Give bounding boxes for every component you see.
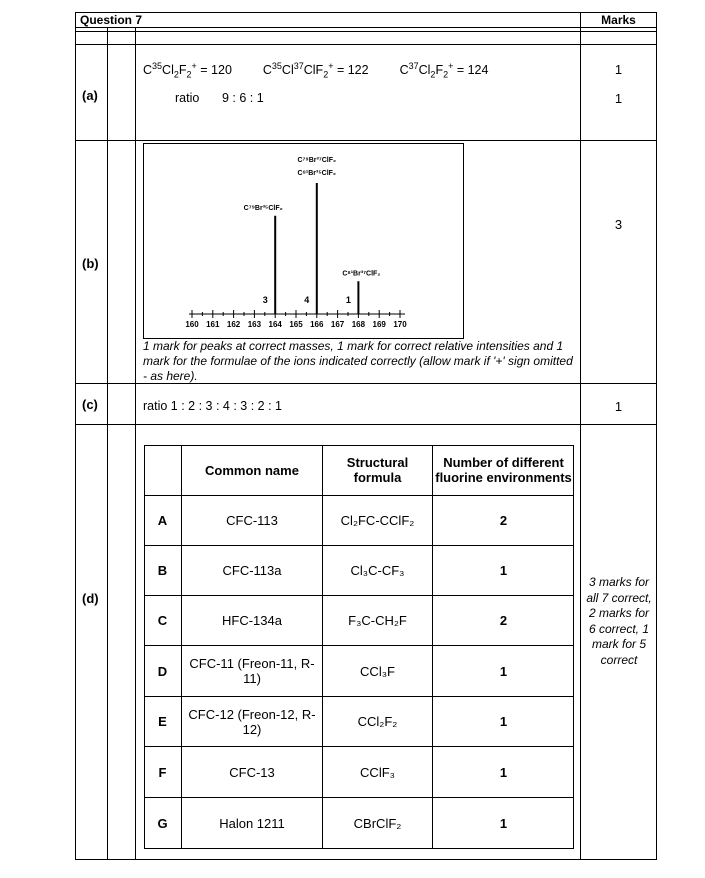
border (135, 27, 136, 860)
row-letter: E (158, 714, 167, 729)
x-tick-label: 160 (185, 320, 199, 329)
peak-ion-label: C⁸¹Br³⁵ClF₂ (297, 170, 337, 177)
row-letter: F (158, 764, 167, 780)
border (75, 27, 657, 28)
row-common-name: CFC-11 (Freon-11, R-11) (189, 656, 315, 686)
part-d-label: (d) (82, 591, 99, 606)
row-env-count: 1 (499, 563, 508, 578)
marks-header: Marks (601, 13, 636, 27)
peak-ion-label: C⁷⁹Br³⁷ClF₂ (297, 157, 337, 164)
part-a-ratio-label: ratio (175, 91, 200, 105)
row-common-name: CFC-113a (222, 563, 282, 578)
row-env-count: 1 (499, 815, 508, 831)
x-tick-label: 169 (372, 320, 386, 329)
row-letter: A (157, 513, 168, 528)
x-tick-label: 161 (206, 320, 220, 329)
row-common-name: CFC-113 (226, 513, 278, 528)
row-formula: CClF₃ (360, 764, 395, 780)
part-a-label: (a) (82, 88, 98, 103)
row-formula: CCl₃F (360, 663, 395, 679)
col-header-structural-formula: Structural formula (346, 455, 409, 485)
border (107, 27, 108, 860)
row-formula: Cl₂FC-CClF₂ (340, 513, 415, 528)
x-tick-label: 164 (268, 320, 282, 329)
row-formula: CCl₂F₂ (357, 714, 398, 729)
row-formula: Cl₃C-CF₃ (350, 563, 405, 578)
row-letter: B (157, 563, 168, 578)
border (75, 424, 657, 425)
border (656, 12, 657, 860)
peak-ion-label: C⁸¹Br³⁷ClF₂ (342, 270, 381, 278)
row-env-count: 1 (499, 714, 508, 729)
x-tick-label: 166 (310, 320, 324, 329)
peak-ion-label: C⁷⁹Br³⁵ClF₂ (243, 204, 283, 212)
row-env-count: 1 (499, 663, 508, 679)
part-c-marks: 1 (614, 399, 623, 414)
col-header-common-name: Common name (205, 462, 299, 478)
border (580, 12, 581, 860)
peak-intensity-label: 1 (345, 295, 351, 305)
part-c-label: (c) (82, 397, 98, 412)
x-tick-label: 167 (330, 320, 345, 329)
col-header-fluorine-env: Number of different fluorine environments (435, 455, 572, 485)
border (75, 859, 657, 860)
row-common-name: Halon 1211 (219, 815, 285, 831)
border (75, 31, 657, 32)
part-b-marks: 3 (614, 217, 623, 232)
row-common-name: CFC-12 (Freon-12, R-12) (188, 706, 316, 737)
peak-intensity-label: 3 (262, 295, 268, 305)
row-env-count: 2 (499, 613, 508, 628)
row-common-name: CFC-13 (229, 764, 275, 780)
x-tick-label: 165 (289, 320, 303, 329)
part-a-ratio-value: 9 : 6 : 1 (222, 91, 264, 105)
cfc-table (144, 445, 574, 849)
row-formula: CBrClF₂ (353, 815, 402, 831)
question-title: Question 7 (80, 13, 143, 27)
border (75, 44, 657, 45)
row-letter: G (157, 815, 168, 831)
row-env-count: 1 (499, 764, 508, 780)
border (75, 12, 657, 13)
x-tick-label: 162 (226, 320, 241, 329)
x-tick-label: 168 (351, 320, 366, 329)
border (75, 140, 657, 141)
part-d-marks: 3 marks for all 7 correct, 2 marks for 6 correct, 1 mark for 5 correct (586, 575, 652, 667)
part-a-marks-1: 1 (614, 62, 623, 77)
row-letter: D (157, 663, 168, 679)
mass-spectrum-chart (143, 143, 464, 339)
part-c-ratio: ratio 1 : 2 : 3 : 4 : 3 : 2 : 1 (143, 399, 282, 413)
part-b-note: 1 mark for peaks at correct masses, 1 mark for correct relative intensities and 1 mark for the formulae of the ions indicated correctly (allow mark if '+' sign omitted - as here). (143, 339, 573, 383)
part-b-label: (b) (82, 256, 99, 271)
row-common-name: HFC-134a (222, 613, 282, 628)
part-a-marks-2: 1 (614, 91, 623, 106)
part-a-ions: $C^{35}Cl_2F_2^+ = 120$ $C^{35}Cl^{37}ClF_2^+ = 122$ $C^{37}Cl_2F_2^+ = 124$ (143, 61, 489, 80)
border (75, 12, 76, 860)
row-formula: F₃C-CH₂F (348, 613, 407, 628)
x-tick-label: 170 (393, 320, 407, 329)
x-tick-label: 163 (247, 320, 262, 329)
row-letter: C (157, 613, 168, 628)
peak-intensity-label: 4 (304, 295, 310, 305)
row-env-count: 2 (499, 513, 508, 528)
